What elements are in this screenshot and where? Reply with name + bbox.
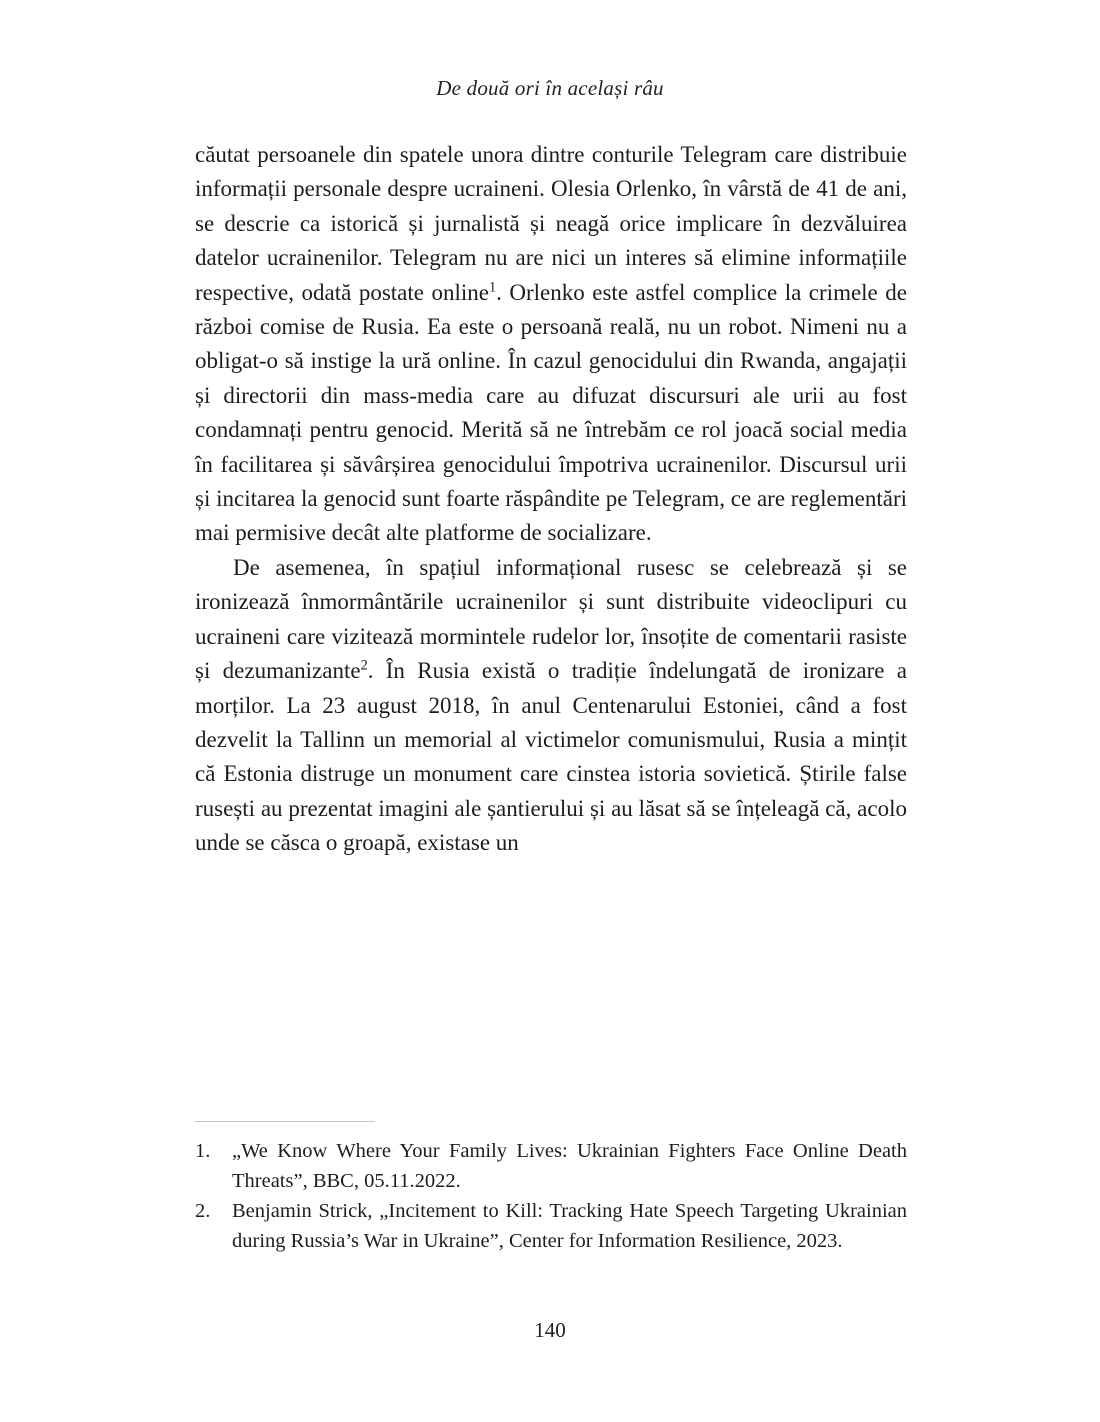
footnote-item — [195, 1196, 907, 1256]
paragraph-1-text-b: . Orlenko este astfel complice la crimele de război comise de Rusia. Ea este o persoană reală, nu un robot. Nimeni nu a obligat-o să instige la ură online. În cazul genocidului din Rwanda, angajații și directorii din mass-media care au difuzat discursuri ale urii au fost condamnați pentru genocid. Merită să ne întrebăm ce rol joacă social media în facilitarea și săvârșirea genocidului împotriva ucrainenilor. Discursul urii și incitarea la genocid sunt foarte răspândite pe Telegram, ce are reglementări mai permisive decât alte platforme de socializare. — [195, 279, 907, 546]
paragraph-1 — [195, 138, 907, 551]
paragraph-1-text-a: căutat persoanele din spatele unora dintre conturile Telegram care distribuie informații personale despre ucraineni. Olesia Orlenko, în vârstă de 41 de ani, se descrie ca istorică și jurnalistă și neagă orice implicare în dezvăluirea datelor ucrainenilor. Telegram nu are nici un interes să elimine informațiile respective, odată postate online — [195, 142, 907, 305]
paragraph-2 — [195, 551, 907, 861]
footnote-ref-1: 1 — [488, 278, 497, 295]
footnote-text: Benjamin Strick, „Incitement to Kill: Tracking Hate Speech Targeting Ukrainian during Russia’s War in Ukraine”, Center for Information Resilience, 2023. — [232, 1200, 907, 1252]
page-number: 140 — [534, 1318, 566, 1342]
paragraph-2-text-b: . În Rusia există o tradiție îndelungată de ironizare a morților. La 23 august 2018, în anul Centenarului Estoniei, când a fost dezvelit la Tallinn un memorial al victimelor comunismului, Rusia a mințit că Estonia distruge un monument care cinstea istoria sovietică. Știrile false rusești au prezentat imagini ale șantierului și au lăsat să se înțeleagă că, acolo unde se căsca o groapă, existase un — [195, 658, 907, 856]
footnote-text: „We Know Where Your Family Lives: Ukrainian Fighters Face Online Death Threats”, BBC, 05.11.2022. — [232, 1140, 907, 1192]
footnotes-block — [195, 1136, 907, 1256]
running-title: De două ori în același râu — [436, 76, 664, 100]
body-text — [195, 138, 907, 861]
footnote-ref-2: 2 — [360, 657, 368, 674]
footnote-separator — [195, 1121, 375, 1122]
footnote-item — [195, 1136, 907, 1196]
footnote-number: 2. — [195, 1200, 211, 1222]
footnote-number: 1. — [195, 1140, 211, 1162]
paragraph-2-text-a: De asemenea, în spațiul informațional rusesc se celebrează și se ironizează înmormântările ucrainenilor și sunt distribuite videoclipuri cu ucraineni care vizitează mormintele rudelor lor, însoțite de comentarii rasiste și dezumanizante — [195, 554, 907, 684]
